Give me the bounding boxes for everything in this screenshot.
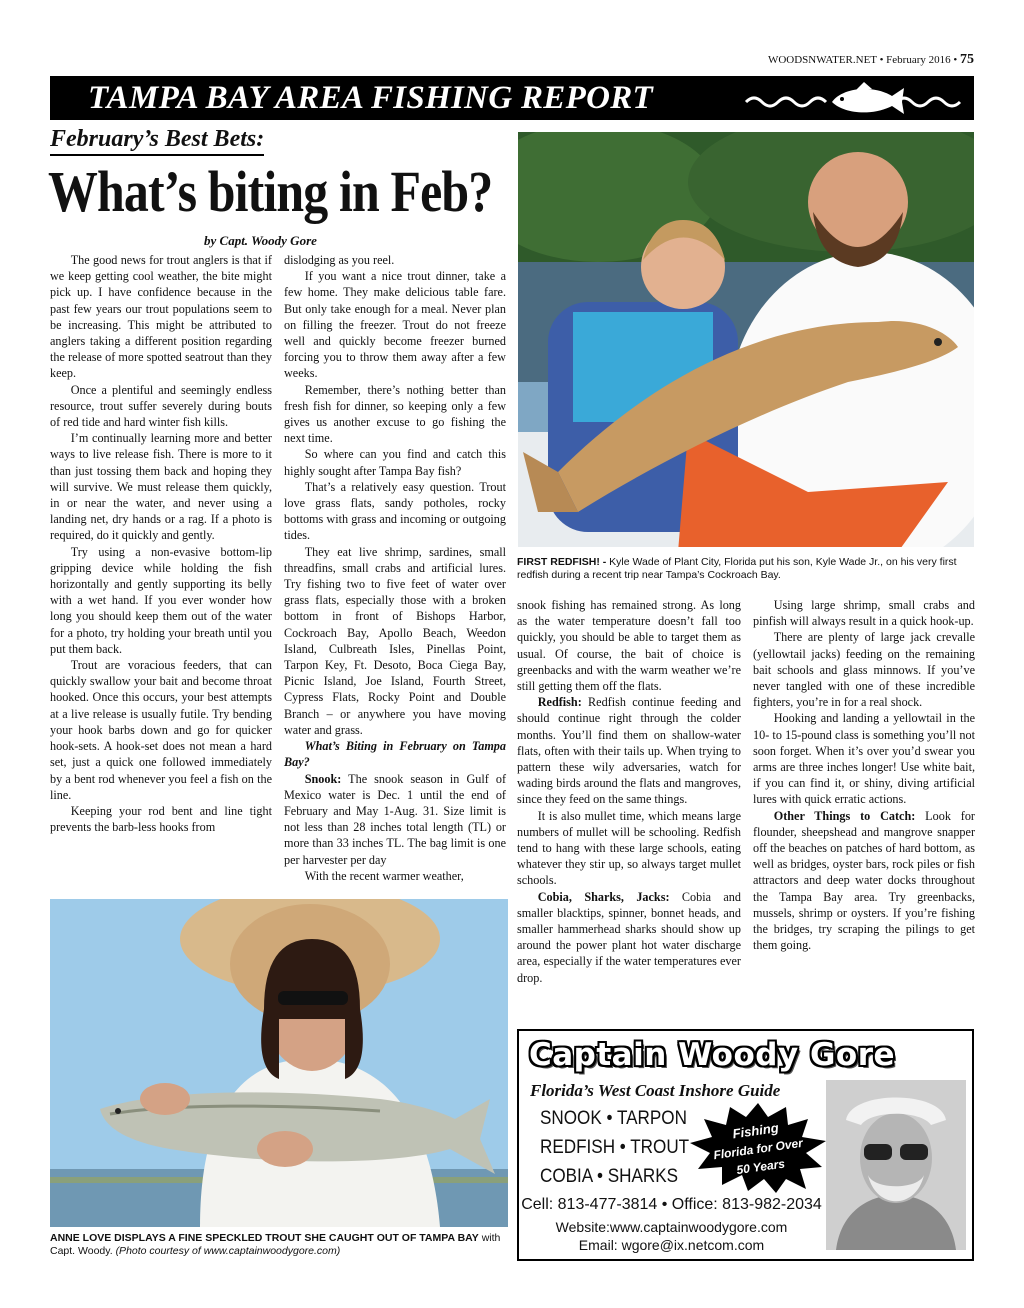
snook-label: Snook: [304, 771, 342, 786]
subheading: What’s Biting in February on Tampa Bay? [284, 739, 506, 770]
paragraph: Hooking and landing a yellowtail in the 10- to 15-pound class is something you’ll not soon forget. When it’s over you’d swear you arms are three inches longer! Use white bait, if you can find it, or shiny, diving artificial lures with quick erratic actions. [753, 711, 975, 807]
folio-date: February 2016 [886, 54, 951, 66]
ad-species-line: SNOOK • TARPON [540, 1108, 687, 1129]
burst-line-2: Florida for Over [712, 1135, 804, 1163]
ad-species-line: COBIA • SHARKS [540, 1166, 679, 1187]
paragraph [517, 889, 741, 986]
burst-line-3: 50 Years [735, 1156, 786, 1178]
caption-lead: ANNE LOVE DISPLAYS A FINE SPECKLED TROUT SHE CAUGHT OUT OF TAMPA BAY [50, 1232, 479, 1244]
article-kicker: February’s Best Bets: [50, 126, 264, 156]
snook-text: The snook season in Gulf of Mexico water is Dec. 1 until the end of February and May 1-Aug. 31. Size limit is not less than 28 inches total length (TL) or more than 33 inches TL. The bag limit is one per harvester per day [284, 771, 506, 867]
paragraph: There are plenty of large jack crevalle (yellowtail jacks) feeding on the remaining bait schools and glass minnows. If you’ve never tangled with one of these incredible fighters, you’re in for a real shock. [753, 630, 975, 710]
photo-caption-2 [50, 1232, 510, 1258]
other-label: Other Things to Catch: [773, 808, 916, 823]
paragraph: They eat live shrimp, sardines, small threadfins, small crabs and artificial lures. Try fishing two to five feet of water over grass flats, especially those with a broken bottom in front of Bishops Harbor, Cockroach Bay, Apollo Beach, Weedon Island, Culbreath Isles, Pinellas Point, Tarpon Key, Ft. Desoto, Boca Ciega Bay, Picnic Island, Joe Island, Fourth Street, Cypress Flats, Rocky Point and Double Branch – or anywhere you have moving water and grass. [284, 544, 506, 737]
paragraph: Using large shrimp, small crabs and pinfish will always result in a quick hook-up. [753, 598, 975, 629]
page-folio [768, 52, 974, 68]
ad-phone: Cell: 813-477-3814 • Office: 813-982-2034 [521, 1196, 822, 1213]
folio-site: WOODSNWATER.NET [767, 54, 877, 66]
folio-separator: • [876, 54, 887, 66]
redfish-label: Redfish: [537, 695, 582, 710]
paragraph [753, 808, 975, 954]
paragraph: snook fishing has remained strong. As long as the water temperature doesn’t fall too quickly, you should be able to target them as usual. Of course, the bait of choice is greenbacks and with the warm weather we’re still getting them off the flats. [517, 598, 741, 694]
cobia-label: Cobia, Sharks, Jacks: [537, 889, 670, 904]
paragraph: So where can you find and catch this highly sought after Tampa Bay fish? [284, 447, 506, 478]
article-column-1 [50, 252, 272, 835]
paragraph: I’m continually learning more and better ways to live release fish. There is more to it than just tossing them back and hoping they will survive. We must release them quickly, in or near the water, and never using a landing net, dry hands or a rag. If a photo is required, do it quickly and gently. [50, 431, 272, 543]
paragraph: The good news for trout anglers is that if we keep getting cool weather, the bite might pick up. I have confidence because in the past few years our trout populations seem to be increasing. This might be attributed to anglers taking a different position regarding the release of more spotted seatrout than they keep. [50, 253, 272, 381]
page-number: 75 [960, 52, 974, 67]
ad-business-name: Captain Woody Gore [529, 1037, 896, 1073]
ad-website: Website:www.captainwoodygore.com [555, 1219, 788, 1235]
paragraph: Trout are voracious feeders, that can quickly swallow your bait and become throat hooked. Once this occurs, your best attempts at a live release is usually futile. Try bending your hook barbs down and go for quicker hook-sets. A hook-set does not mean a hard set, just a quick one followed immediately by a bent rod whenever you feel a fish on the line. [50, 658, 272, 802]
article-column-2 [284, 252, 506, 884]
article-headline: What’s biting in Feb? [48, 159, 493, 224]
caption-lead: FIRST REDFISH! - [517, 556, 607, 568]
folio-separator-2: • [950, 54, 960, 66]
article-column-3 [517, 597, 741, 986]
ad-species-line: REDFISH • TROUT [540, 1137, 690, 1158]
fish-line-icon [744, 80, 970, 118]
paragraph: That’s a relatively easy question. Trout love grass flats, sandy potholes, rocky bottoms with grass and incoming or outgoing tides. [284, 479, 506, 543]
paragraph: Once a plentiful and seemingly endless resource, trout suffer severely during bouts of red tide and hard winter fish kills. [50, 382, 272, 430]
photo-credit: (Photo courtesy of www.captainwoodygore.com) [115, 1245, 341, 1257]
starburst-badge-icon [688, 1103, 828, 1193]
photo-caption [517, 556, 975, 582]
ad-tagline: Florida’s West Coast Inshore Guide [530, 1081, 781, 1100]
article-byline: by Capt. Woody Gore [204, 233, 317, 248]
cobia-text: Cobia and smaller blacktips, spinner, bonnet heads, and smaller hammerhead sharks should show up around the power plant hot water discharge area, especially if the water temperatures ever drop. [517, 889, 741, 985]
paragraph [284, 771, 506, 868]
paragraph: It is also mullet time, which means large numbers of mullet will be schooling. Redfish tend to hang with these large schools, eating whatever they stir up, so always target mullet schools. [517, 808, 741, 888]
caption-text: with Capt. Woody. [50, 1232, 501, 1257]
paragraph: dislodging as you reel. [284, 253, 395, 267]
paragraph: Remember, there’s nothing better than fresh fish for dinner, so keeping only a few gives us another excuse to go fishing the next time. [284, 382, 506, 446]
redfish-photo [518, 132, 974, 547]
paragraph: Keeping your rod bent and line tight prevents the barb-less hooks from [50, 803, 272, 835]
caption-text: Kyle Wade of Plant City, Florida put his son, Kyle Wade Jr., on his very first redfish during a recent trip near Tampa’s Cockroach Bay. [517, 556, 957, 581]
section-title: TAMPA BAY AREA FISHING REPORT [88, 80, 653, 116]
burst-line-1: Fishing [731, 1120, 780, 1142]
paragraph: If you want a nice trout dinner, take a few home. They make delicious table fare. But only take enough for a meal. Never plan on filling the freezer. Trout do not freeze well and quickly become freezer burned forcing you to throw them away after a few weeks. [284, 269, 506, 381]
paragraph [517, 694, 741, 807]
redfish-text: Redfish continue feeding and should continue right through the colder months. You’ll find them on shallow-water flats, often with their tails up. When trying to pattern these wily adversaries, watch for wading birds around the flats and mangroves, since they feed on the same things. [517, 695, 741, 807]
other-text: Look for flounder, sheepshead and mangrove snapper off the beaches on patches of hard bottom, as well as bridges, oyster bars, rock piles or fish attractors and deep water docks throughout the Tampa Bay area. Try greenbacks, mussels, shrimp or oysters. If you’re fishing the bridges, try scraping the pilings to get them going. [753, 808, 975, 953]
article-column-4 [753, 597, 975, 953]
paragraph: With the recent warmer weather, [304, 868, 464, 883]
paragraph: Try using a non-evasive bottom-lip gripping device while holding the fish horizontally and gently supporting its belly with a wet hand. If you ever wonder how long you should keep them out of the water for a photo, try holding your breath until you put them back. [50, 544, 272, 656]
trout-photo [50, 899, 508, 1227]
ad-email: Email: wgore@ix.netcom.com [578, 1237, 765, 1253]
captain-portrait [826, 1080, 966, 1250]
